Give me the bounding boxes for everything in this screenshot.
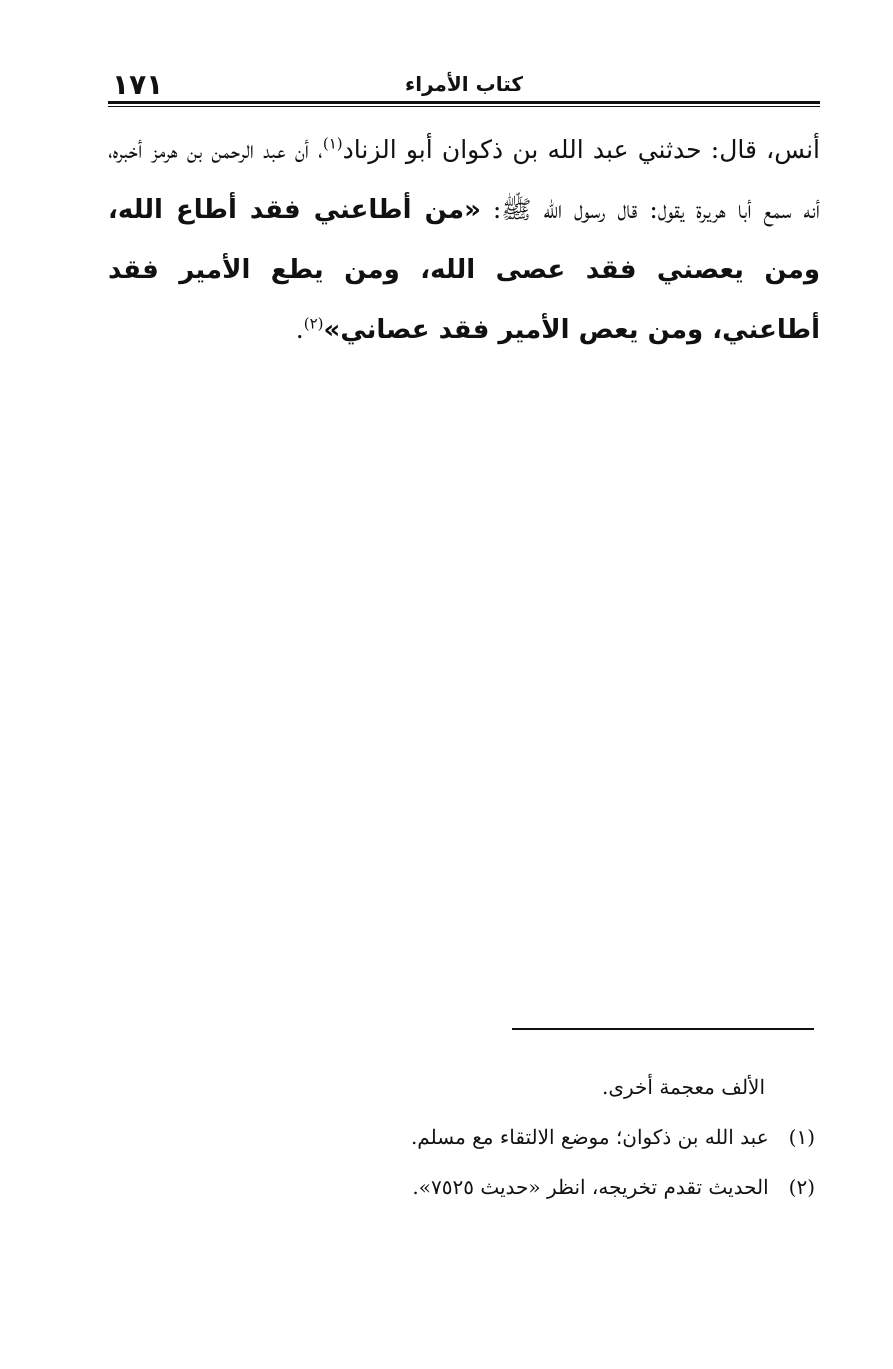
text-segment: ، أن عبد الرحمن بن هرمز أخبره، أنه سمع أبا هريرة يقول: قال رسول الله ﷺ: (108, 135, 820, 224)
footnote-ref-2: (٢) (303, 314, 324, 333)
page-header (108, 66, 820, 106)
footnote-text: عبد الله بن ذكوان؛ موضع الالتقاء مع مسلم. (410, 1125, 769, 1149)
footnote-divider (512, 1028, 814, 1030)
footnote-text: الحديث تقدم تخريجه، انظر «حديث ٧٥٢٥». (412, 1175, 769, 1199)
main-text (108, 120, 820, 360)
footnotes (300, 1062, 815, 1212)
header-rule (108, 101, 820, 104)
running-title: كتاب الأمراء (404, 72, 524, 96)
footnote-ref-1: (١) (322, 134, 343, 153)
text-end: . (295, 315, 304, 344)
text-segment: أنس، قال: حدثني عبد الله بن ذكوان أبو الزناد (342, 135, 820, 164)
page-number: ١٧١ (112, 68, 164, 101)
header-rule-thin (108, 106, 820, 107)
footnote-item (300, 1162, 815, 1212)
hadith-text: «من أطاعني فقد أطاع الله، ومن يعصني فقد عصى الله، ومن يطع الأمير فقد أطاعني، ومن يعص الأمير فقد عصاني» (108, 195, 820, 345)
footnote-number: (١) (788, 1125, 815, 1149)
footnote-item (300, 1112, 815, 1162)
footnote-number: (٢) (788, 1175, 815, 1199)
footnote-continuation: الألف معجمة أخرى. (602, 1075, 765, 1099)
